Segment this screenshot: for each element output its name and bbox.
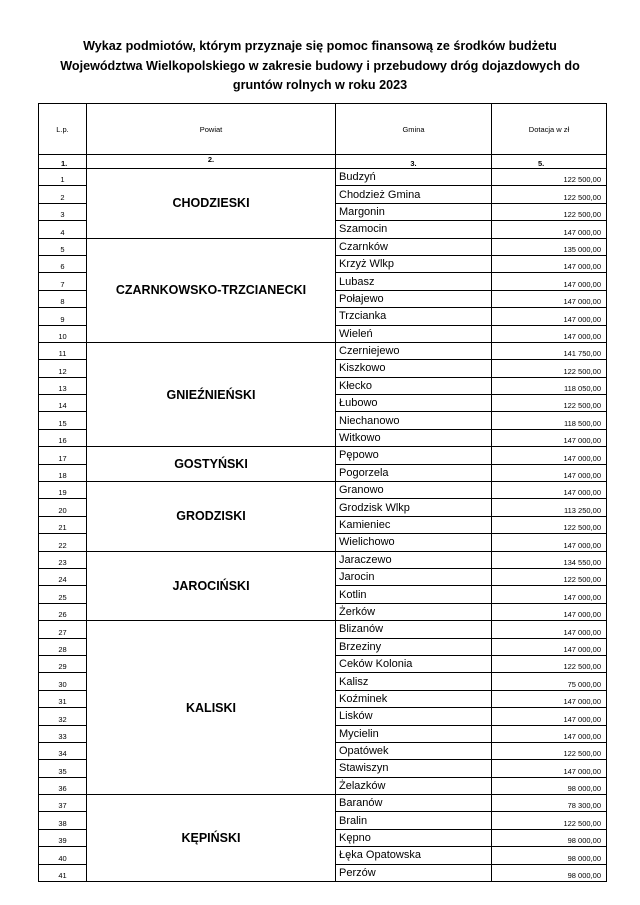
row-gmina: Pogorzela <box>336 464 492 481</box>
table-row <box>39 169 607 186</box>
row-dotacja: 147 000,00 <box>492 255 607 272</box>
row-dotacja: 78 300,00 <box>492 795 607 812</box>
document-title <box>20 37 620 96</box>
row-gmina: Jaraczewo <box>336 551 492 568</box>
row-lp: 30 <box>39 673 87 690</box>
row-lp: 28 <box>39 638 87 655</box>
row-gmina: Lubasz <box>336 273 492 290</box>
row-dotacja: 122 500,00 <box>492 186 607 203</box>
row-gmina: Kiszkowo <box>336 360 492 377</box>
row-lp: 17 <box>39 447 87 464</box>
row-gmina: Wieleń <box>336 325 492 342</box>
row-lp: 12 <box>39 360 87 377</box>
row-dotacja: 122 500,00 <box>492 568 607 585</box>
row-lp: 11 <box>39 342 87 359</box>
row-dotacja: 147 000,00 <box>492 308 607 325</box>
row-dotacja: 122 500,00 <box>492 812 607 829</box>
row-dotacja: 122 500,00 <box>492 516 607 533</box>
table-row <box>39 795 607 812</box>
row-gmina: Baranów <box>336 795 492 812</box>
row-lp: 16 <box>39 429 87 446</box>
row-gmina: Kotlin <box>336 586 492 603</box>
numbering-lp: 1. <box>39 155 87 169</box>
row-lp: 8 <box>39 290 87 307</box>
row-gmina: Łubowo <box>336 395 492 412</box>
powiat-name: CHODZIESKI <box>87 169 336 239</box>
row-dotacja: 98 000,00 <box>492 847 607 864</box>
row-gmina: Chodzież Gmina <box>336 186 492 203</box>
powiat-name: CZARNKOWSKO-TRZCIANECKI <box>87 238 336 342</box>
row-lp: 20 <box>39 499 87 516</box>
header-dotacja: Dotacja w zł <box>492 104 607 155</box>
row-dotacja: 147 000,00 <box>492 221 607 238</box>
powiat-name: KĘPIŃSKI <box>87 795 336 882</box>
row-lp: 32 <box>39 708 87 725</box>
row-dotacja: 118 050,00 <box>492 377 607 394</box>
row-dotacja: 98 000,00 <box>492 864 607 881</box>
row-dotacja: 147 000,00 <box>492 290 607 307</box>
row-gmina: Połajewo <box>336 290 492 307</box>
row-lp: 7 <box>39 273 87 290</box>
header-gmina: Gmina <box>336 104 492 155</box>
row-gmina: Jarocin <box>336 568 492 585</box>
row-lp: 13 <box>39 377 87 394</box>
table-row <box>39 551 607 568</box>
title-line: gruntów rolnych w roku 2023 <box>232 78 408 92</box>
row-lp: 15 <box>39 412 87 429</box>
numbering-row <box>39 155 607 169</box>
row-dotacja: 147 000,00 <box>492 690 607 707</box>
row-lp: 41 <box>39 864 87 881</box>
row-gmina: Czarnków <box>336 238 492 255</box>
row-gmina: Grodzisk Wlkp <box>336 499 492 516</box>
row-lp: 29 <box>39 655 87 672</box>
row-dotacja: 147 000,00 <box>492 447 607 464</box>
row-gmina: Opatówek <box>336 742 492 759</box>
row-lp: 37 <box>39 795 87 812</box>
row-gmina: Bralin <box>336 812 492 829</box>
row-dotacja: 147 000,00 <box>492 603 607 620</box>
row-dotacja: 147 000,00 <box>492 429 607 446</box>
row-gmina: Mycielin <box>336 725 492 742</box>
row-gmina: Pępowo <box>336 447 492 464</box>
row-dotacja: 75 000,00 <box>492 673 607 690</box>
row-gmina: Brzeziny <box>336 638 492 655</box>
row-lp: 33 <box>39 725 87 742</box>
title-line: Województwa Wielkopolskiego w zakresie budowy i przebudowy dróg dojazdowych do <box>60 58 580 73</box>
table-row <box>39 482 607 499</box>
row-gmina: Kępno <box>336 829 492 846</box>
row-lp: 36 <box>39 777 87 794</box>
row-lp: 6 <box>39 255 87 272</box>
row-lp: 19 <box>39 482 87 499</box>
row-dotacja: 98 000,00 <box>492 829 607 846</box>
row-gmina: Stawiszyn <box>336 760 492 777</box>
row-gmina: Lisków <box>336 708 492 725</box>
row-lp: 10 <box>39 325 87 342</box>
row-lp: 1 <box>39 169 87 186</box>
row-lp: 35 <box>39 760 87 777</box>
row-dotacja: 141 750,00 <box>492 342 607 359</box>
title-line: Wykaz podmiotów, którym przyznaje się pomoc finansową ze środków budżetu <box>83 39 557 53</box>
row-dotacja: 147 000,00 <box>492 482 607 499</box>
row-dotacja: 147 000,00 <box>492 638 607 655</box>
row-gmina: Kłecko <box>336 377 492 394</box>
row-dotacja: 122 500,00 <box>492 395 607 412</box>
row-gmina: Witkowo <box>336 429 492 446</box>
table-row <box>39 342 607 359</box>
row-lp: 3 <box>39 203 87 220</box>
subsidy-table <box>38 103 607 882</box>
row-dotacja: 135 000,00 <box>492 238 607 255</box>
row-gmina: Wielichowo <box>336 534 492 551</box>
header-lp: L.p. <box>39 104 87 155</box>
powiat-name: KALISKI <box>87 621 336 795</box>
table-row <box>39 238 607 255</box>
row-gmina: Budzyń <box>336 169 492 186</box>
table-row <box>39 447 607 464</box>
row-dotacja: 118 500,00 <box>492 412 607 429</box>
row-gmina: Czerniejewo <box>336 342 492 359</box>
row-lp: 40 <box>39 847 87 864</box>
numbering-gmina: 3. <box>336 155 492 169</box>
row-gmina: Szamocin <box>336 221 492 238</box>
header-row <box>39 104 607 155</box>
row-gmina: Kamieniec <box>336 516 492 533</box>
row-lp: 21 <box>39 516 87 533</box>
row-dotacja: 98 000,00 <box>492 777 607 794</box>
row-gmina: Blizanów <box>336 621 492 638</box>
row-lp: 22 <box>39 534 87 551</box>
row-gmina: Trzcianka <box>336 308 492 325</box>
row-dotacja: 147 000,00 <box>492 325 607 342</box>
row-dotacja: 147 000,00 <box>492 273 607 290</box>
row-lp: 4 <box>39 221 87 238</box>
row-gmina: Granowo <box>336 482 492 499</box>
table-body <box>39 169 607 882</box>
row-lp: 27 <box>39 621 87 638</box>
row-dotacja: 147 000,00 <box>492 534 607 551</box>
row-dotacja: 147 000,00 <box>492 725 607 742</box>
row-dotacja: 122 500,00 <box>492 742 607 759</box>
powiat-name: GOSTYŃSKI <box>87 447 336 482</box>
row-gmina: Perzów <box>336 864 492 881</box>
row-dotacja: 122 500,00 <box>492 203 607 220</box>
row-dotacja: 122 500,00 <box>492 360 607 377</box>
row-lp: 9 <box>39 308 87 325</box>
row-lp: 23 <box>39 551 87 568</box>
row-gmina: Kalisz <box>336 673 492 690</box>
row-gmina: Żelazków <box>336 777 492 794</box>
row-lp: 24 <box>39 568 87 585</box>
numbering-dotacja: 5. <box>492 155 607 169</box>
row-lp: 5 <box>39 238 87 255</box>
row-gmina: Margonin <box>336 203 492 220</box>
row-gmina: Niechanowo <box>336 412 492 429</box>
table-row <box>39 621 607 638</box>
row-gmina: Ceków Kolonia <box>336 655 492 672</box>
powiat-name: GNIEŹNIEŃSKI <box>87 342 336 446</box>
row-dotacja: 113 250,00 <box>492 499 607 516</box>
powiat-name: GRODZISKI <box>87 482 336 552</box>
row-lp: 38 <box>39 812 87 829</box>
row-gmina: Koźminek <box>336 690 492 707</box>
row-lp: 39 <box>39 829 87 846</box>
row-dotacja: 147 000,00 <box>492 708 607 725</box>
row-dotacja: 147 000,00 <box>492 621 607 638</box>
row-dotacja: 134 550,00 <box>492 551 607 568</box>
row-gmina: Krzyż Wlkp <box>336 255 492 272</box>
row-dotacja: 147 000,00 <box>492 760 607 777</box>
numbering-powiat: 2. <box>87 155 336 169</box>
row-gmina: Łęka Opatowska <box>336 847 492 864</box>
row-lp: 31 <box>39 690 87 707</box>
row-lp: 25 <box>39 586 87 603</box>
row-dotacja: 122 500,00 <box>492 169 607 186</box>
header-powiat: Powiat <box>87 104 336 155</box>
row-lp: 34 <box>39 742 87 759</box>
powiat-name: JAROCIŃSKI <box>87 551 336 621</box>
row-lp: 18 <box>39 464 87 481</box>
row-gmina: Żerków <box>336 603 492 620</box>
row-lp: 26 <box>39 603 87 620</box>
row-lp: 14 <box>39 395 87 412</box>
row-dotacja: 147 000,00 <box>492 464 607 481</box>
row-lp: 2 <box>39 186 87 203</box>
row-dotacja: 122 500,00 <box>492 655 607 672</box>
row-dotacja: 147 000,00 <box>492 586 607 603</box>
